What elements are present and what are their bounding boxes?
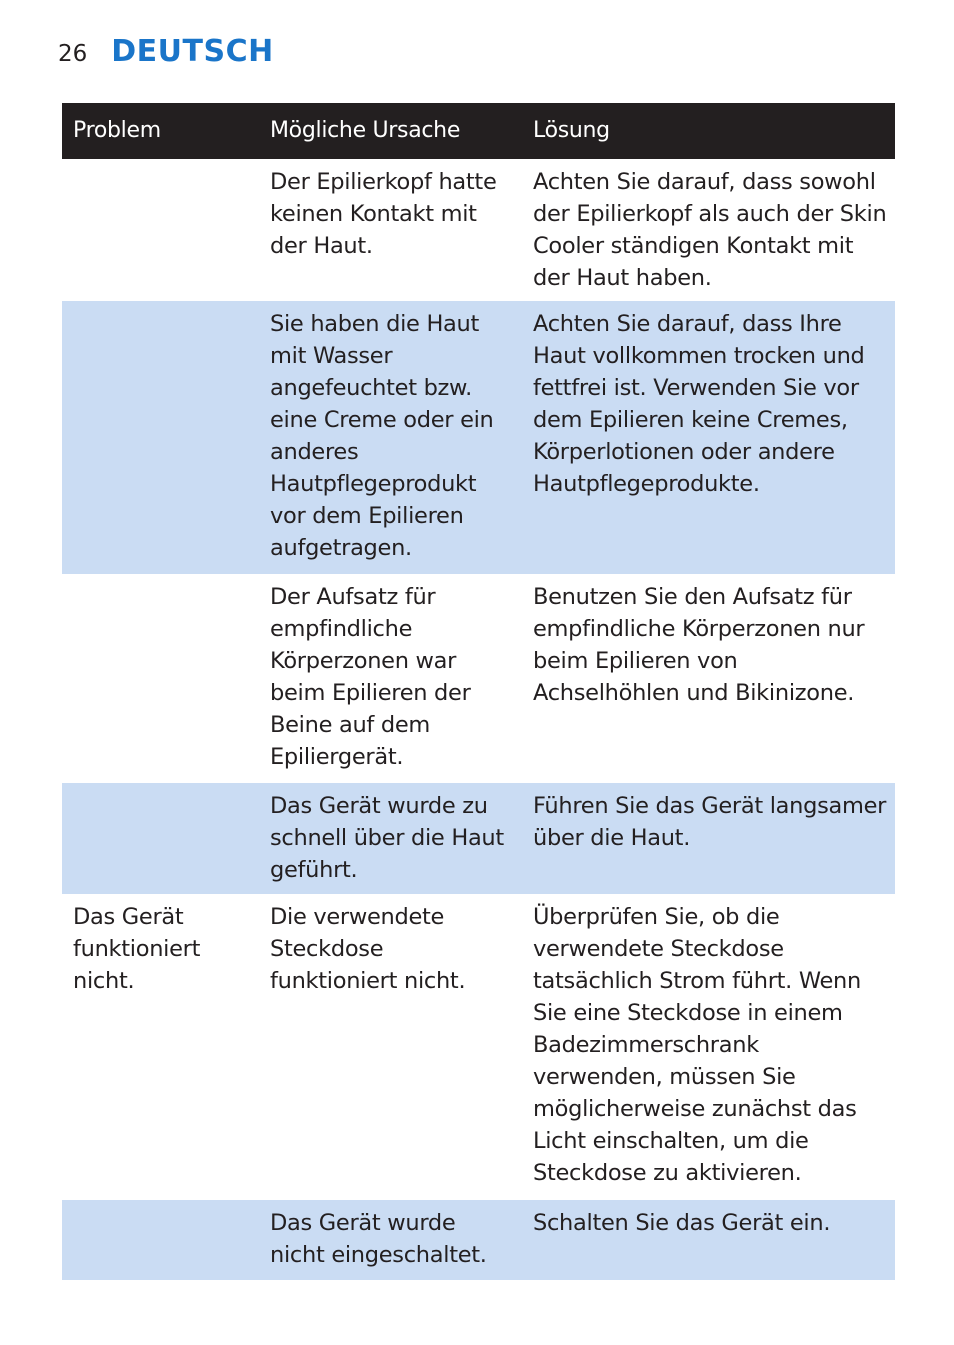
- problem-cell: [62, 1200, 259, 1280]
- solution-cell: Führen Sie das Gerät langsamer über die Haut.: [533, 793, 887, 851]
- cause-cell: Sie haben die Haut mit Wasser angefeuchtet bzw. eine Creme oder ein anderes Hautpflegeprodukt vor dem Epilieren aufgetragen.: [270, 311, 494, 561]
- table-row: [62, 1200, 895, 1280]
- solution-cell: Benutzen Sie den Aufsatz für empfindliche Körperzonen nur beim Epilieren von Achselhöhlen und Bikinizone.: [533, 584, 865, 706]
- problem-cell: [62, 783, 259, 894]
- problem-cell: Das Gerät funktioniert nicht.: [73, 904, 201, 994]
- solution-cell: Schalten Sie das Gerät ein.: [533, 1210, 831, 1236]
- table-row: [62, 159, 895, 301]
- table-row: [62, 301, 895, 574]
- cause-cell: Das Gerät wurde nicht eingeschaltet.: [270, 1210, 487, 1268]
- problem-cell: [62, 574, 259, 783]
- solution-cell: Achten Sie darauf, dass sowohl der Epilierkopf als auch der Skin Cooler ständigen Kontakt mit der Haut haben.: [533, 169, 887, 291]
- table-row: [62, 783, 895, 894]
- solution-cell: Achten Sie darauf, dass Ihre Haut vollkommen trocken und fettfrei ist. Verwenden Sie vor dem Epilieren keine Cremes, Körperlotionen oder andere Hautpflegeprodukte.: [533, 311, 865, 497]
- problem-cell: [62, 159, 259, 301]
- page-header: [58, 34, 274, 74]
- column-header-solution: Lösung: [533, 118, 610, 143]
- cause-cell: Der Aufsatz für empfindliche Körperzonen war beim Epilieren der Beine auf dem Epiliergerät.: [270, 584, 471, 770]
- table-header-row: [62, 103, 895, 159]
- column-header-cause: Mögliche Ursache: [270, 118, 461, 143]
- cause-cell: Der Epilierkopf hatte keinen Kontakt mit der Haut.: [270, 169, 497, 259]
- section-title: DEUTSCH: [111, 34, 274, 69]
- table-row: [62, 574, 895, 783]
- cause-cell: Das Gerät wurde zu schnell über die Haut geführt.: [270, 793, 504, 883]
- troubleshooting-table: [62, 103, 895, 1280]
- problem-cell: [62, 301, 259, 574]
- table-row: [62, 894, 895, 1200]
- cause-cell: Die verwendete Steckdose funktioniert nicht.: [270, 904, 466, 994]
- solution-cell: Überprüfen Sie, ob die verwendete Steckdose tatsächlich Strom führt. Wenn Sie eine Steckdose in einem Badezimmerschrank verwenden, müssen Sie möglicherweise zunächst das Licht einschalten, um die Steckdose zu aktivieren.: [533, 904, 861, 1186]
- page-number: 26: [58, 41, 88, 67]
- column-header-problem: Problem: [73, 118, 161, 143]
